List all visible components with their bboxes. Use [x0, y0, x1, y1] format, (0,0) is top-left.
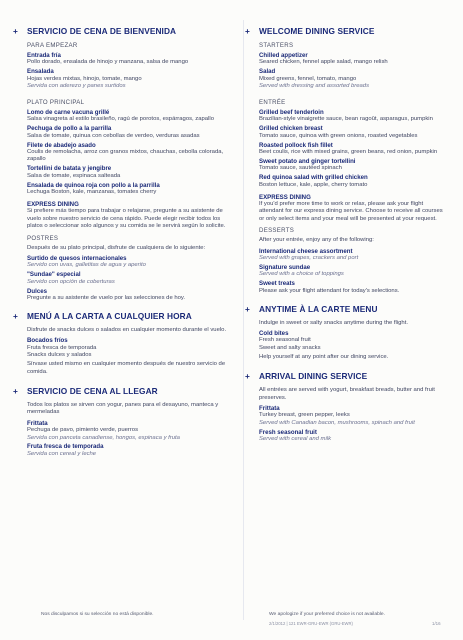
- menu-item: [259, 264, 449, 279]
- spanish-column: [13, 26, 232, 460]
- menu-item: [27, 142, 232, 164]
- menu-item: [259, 174, 449, 189]
- column-divider: [243, 20, 244, 620]
- menu-item: [259, 248, 449, 263]
- plus-icon: +: [245, 303, 250, 314]
- subheading-desserts: DESSERTS: [259, 227, 295, 235]
- menu-item: [259, 280, 449, 295]
- item-name: Ensalada: [27, 68, 54, 76]
- item-name: Frittata: [259, 404, 280, 412]
- item-desc: Beet coulis, rice with mixed grains, green beans, red onion, pumpkin: [259, 149, 438, 156]
- subheading-entree: ENTRÉE: [259, 99, 286, 107]
- item-name: Dulces: [27, 287, 47, 295]
- plus-icon: +: [245, 26, 250, 36]
- item-desc: Boston lettuce, kale, apple, cherry tomato: [259, 181, 368, 188]
- item-name: Fruta fresca de temporada: [27, 443, 104, 451]
- item-name: Pechuga de pollo a la parrilla: [27, 125, 112, 133]
- plus-icon: +: [245, 371, 250, 382]
- menu-item: [259, 142, 449, 157]
- item-desc: Mixed greens, fennel, tomato, mango: [259, 75, 357, 82]
- express-dining-desc: If you'd prefer more time to work or relax, please ask your flight attendant for our express dining service. Choose to receive all courses or only select items and your meal will be presented at your request.: [259, 201, 443, 222]
- item-name: Lomo de carne vacuna grillé: [27, 109, 110, 117]
- item-note: Served with Canadian bacon, mushrooms, spinach and fruit: [259, 419, 415, 426]
- item-note: Served with cereal and milk: [259, 436, 332, 443]
- section-title-llegar: + SERVICIO DE CENA AL LLEGAR: [13, 385, 158, 396]
- item-name: Entrada fría: [27, 52, 61, 59]
- section-title-cena-bienvenida: + SERVICIO DE CENA DE BIENVENIDA: [13, 26, 177, 36]
- menu-item: [27, 420, 232, 442]
- menu-item: [27, 125, 232, 140]
- menu-item: [27, 182, 232, 197]
- item-desc: Please ask your flight attendant for today's selections.: [259, 287, 400, 294]
- section-title-arrival: + ARRIVAL DINING SERVICE: [245, 371, 368, 382]
- item-desc: Seared chicken, fennel apple salad, mango relish: [259, 59, 388, 66]
- carta-outro: Sírvase usted mismo en cualquier momento después de nuestro servicio de comida.: [27, 361, 226, 375]
- express-dining-title: EXPRESS DINING: [259, 193, 311, 201]
- item-name: Surtido de quesos internacionales: [27, 255, 127, 263]
- item-name: Red quinoa salad with grilled chicken: [259, 174, 368, 182]
- item-desc: Brazilian-style vinaigrette sauce, bean ragoût, asparagus, pumpkin: [259, 116, 433, 123]
- item-note: Servida con aderezo y panes surtidos: [27, 83, 126, 90]
- section-title-welcome: + WELCOME DINING SERVICE: [245, 26, 375, 36]
- item-desc: Served with grapes, crackers and port: [259, 255, 359, 262]
- item-name: Salad: [259, 68, 276, 76]
- postres-intro: Después de su plato principal, disfrute de cualquiera de lo siguiente:: [27, 244, 206, 251]
- llegar-intro: Todos los platos se sirven con yogur, panes para el desayuno, manteca y mermeladas: [27, 401, 219, 416]
- item-name: Frittata: [27, 419, 48, 427]
- subheading-para-empezar: PARA EMPEZAR: [27, 42, 78, 49]
- arrival-intro: All entrées are served with yogurt, breakfast breads, butter and fruit preserves.: [259, 387, 435, 401]
- item-name: Chilled appetizer: [259, 52, 308, 59]
- section-title-carta: + MENÚ A LA CARTA A CUALQUIER HORA: [13, 310, 192, 321]
- footnote-es: Nos disculpamos si su selección no está disponible.: [41, 612, 154, 617]
- item-desc: Fresh seasonal fruit Sweet and salty snacks: [259, 337, 321, 351]
- item-desc: Pechuga de pavo, pimiento verde, puerros: [27, 427, 139, 434]
- menu-item: [27, 337, 232, 359]
- menu-item: [27, 271, 232, 286]
- item-name: Fresh seasonal fruit: [259, 428, 317, 436]
- menu-item: [259, 405, 449, 427]
- anytime-outro: Help yourself at any point after our dining service.: [259, 353, 389, 360]
- item-name: Bocados fríos: [27, 337, 68, 345]
- item-desc: Pollo dorado, ensalada de hinojo y manzana, salsa de mango: [27, 59, 189, 66]
- carta-intro: Disfrute de snacks dulces o salados en cualquier momento durante el vuelo.: [27, 326, 227, 333]
- item-desc: Servido con uvas, galletitas de agua y aperito: [27, 262, 146, 269]
- menu-item: [27, 288, 232, 303]
- item-name: Tortellini de batata y jengibre: [27, 165, 112, 173]
- menu-item: [259, 52, 449, 67]
- menu-item: [27, 109, 232, 124]
- item-desc: Served with a choice of toppings: [259, 271, 344, 278]
- item-name: "Sundae" especial: [27, 271, 81, 279]
- plus-icon: +: [13, 385, 18, 396]
- subheading-starters: STARTERS: [259, 42, 294, 49]
- item-desc: Tomato sauce, quinoa with green onions, roasted vegetables: [259, 132, 418, 139]
- item-name: Filete de abadejo asado: [27, 141, 96, 149]
- plus-icon: +: [13, 26, 18, 36]
- item-note: Servida con cereal y leche: [27, 450, 97, 457]
- item-desc: Salsa de tomate, espinaca salteada: [27, 172, 121, 179]
- mains-list-en: [259, 109, 449, 189]
- item-desc: Servido con opción de coberturas: [27, 278, 115, 285]
- item-name: Sweet treats: [259, 280, 295, 288]
- section-title-anytime: + ANYTIME À LA CARTE MENU: [245, 303, 378, 314]
- item-name: Grilled beef tenderloin: [259, 109, 324, 117]
- item-desc: Pregunte a su asistente de vuelo por las selecciones de hoy.: [27, 295, 186, 302]
- mains-list-es: [27, 109, 232, 196]
- menu-item: [259, 158, 449, 173]
- subheading-plato-principal: PLATO PRINCIPAL: [27, 99, 85, 107]
- desserts-intro: After your entrée, enjoy any of the following:: [259, 237, 374, 244]
- item-name: International cheese assortment: [259, 247, 353, 255]
- subheading-postres: POSTRES: [27, 234, 59, 242]
- menu-item: [259, 109, 449, 124]
- item-desc: Tomato sauce, sautéed spinach: [259, 165, 342, 172]
- item-desc: Salsa vinagreta al estilo brasileño, ragú de porotos, espárragos, zapallo: [27, 116, 214, 123]
- item-name: Signature sundae: [259, 263, 311, 271]
- item-desc: Turkey breast, green pepper, leeks: [259, 412, 350, 419]
- footer-code: 2/1/2012 | 121 EWR-GRU-EWR (GRU-EWR): [269, 621, 353, 626]
- menu-item: [259, 125, 449, 140]
- item-desc: Lechuga Boston, kale, manzanas, tomates cherry: [27, 189, 157, 196]
- menu-item: [27, 255, 232, 270]
- page-number: 1/16: [432, 621, 441, 626]
- item-name: Grilled chicken breast: [259, 125, 323, 133]
- item-desc: Salsa de tomate, quinua con cebollas de verdeo, verduras asadas: [27, 132, 200, 139]
- item-name: Sweet potato and ginger tortellini: [259, 157, 356, 165]
- anytime-intro: Indulge in sweet or salty snacks anytime during the flight.: [259, 319, 408, 326]
- menu-item: [27, 165, 232, 180]
- menu-item: [27, 443, 232, 458]
- item-desc: Fruta fresca de temporada Snacks dulces y salados: [27, 344, 97, 359]
- plus-icon: +: [13, 310, 18, 321]
- item-note: Served with dressing and assorted breads: [259, 83, 370, 90]
- express-dining-title: EXPRESS DINING: [27, 201, 79, 208]
- item-name: Ensalada de quinoa roja con pollo a la parrilla: [27, 181, 160, 189]
- menu-item: [27, 68, 232, 90]
- menu-item: [259, 68, 449, 90]
- menu-item: [27, 52, 232, 67]
- item-name: Cold bites: [259, 329, 289, 337]
- item-note: Servida con panceta canadiense, hongos, espinaca y fruta: [27, 434, 180, 441]
- english-column: [245, 26, 449, 445]
- express-dining-desc: Si prefiere más tiempo para trabajar o relajarse, pregunte a su asistente de vuelo sobre nuestro servicio de cena rápido. Puede elegir recibir todos los platos o seleccionar solo algunos y su comida se le servirá según lo solicite.: [27, 208, 226, 230]
- menu-item: [259, 330, 449, 352]
- footnote-en: We apologize if your preferred choice is not available.: [269, 612, 385, 617]
- menu-item: [259, 429, 449, 444]
- item-desc: Hojas verdes mixtas, hinojo, tomate, mango: [27, 75, 142, 82]
- item-desc: Coulis de remolacha, arroz con granos mixtos, chauchas, cebolla colorada, zapallo: [27, 149, 224, 163]
- item-name: Roasted pollock fish fillet: [259, 141, 333, 149]
